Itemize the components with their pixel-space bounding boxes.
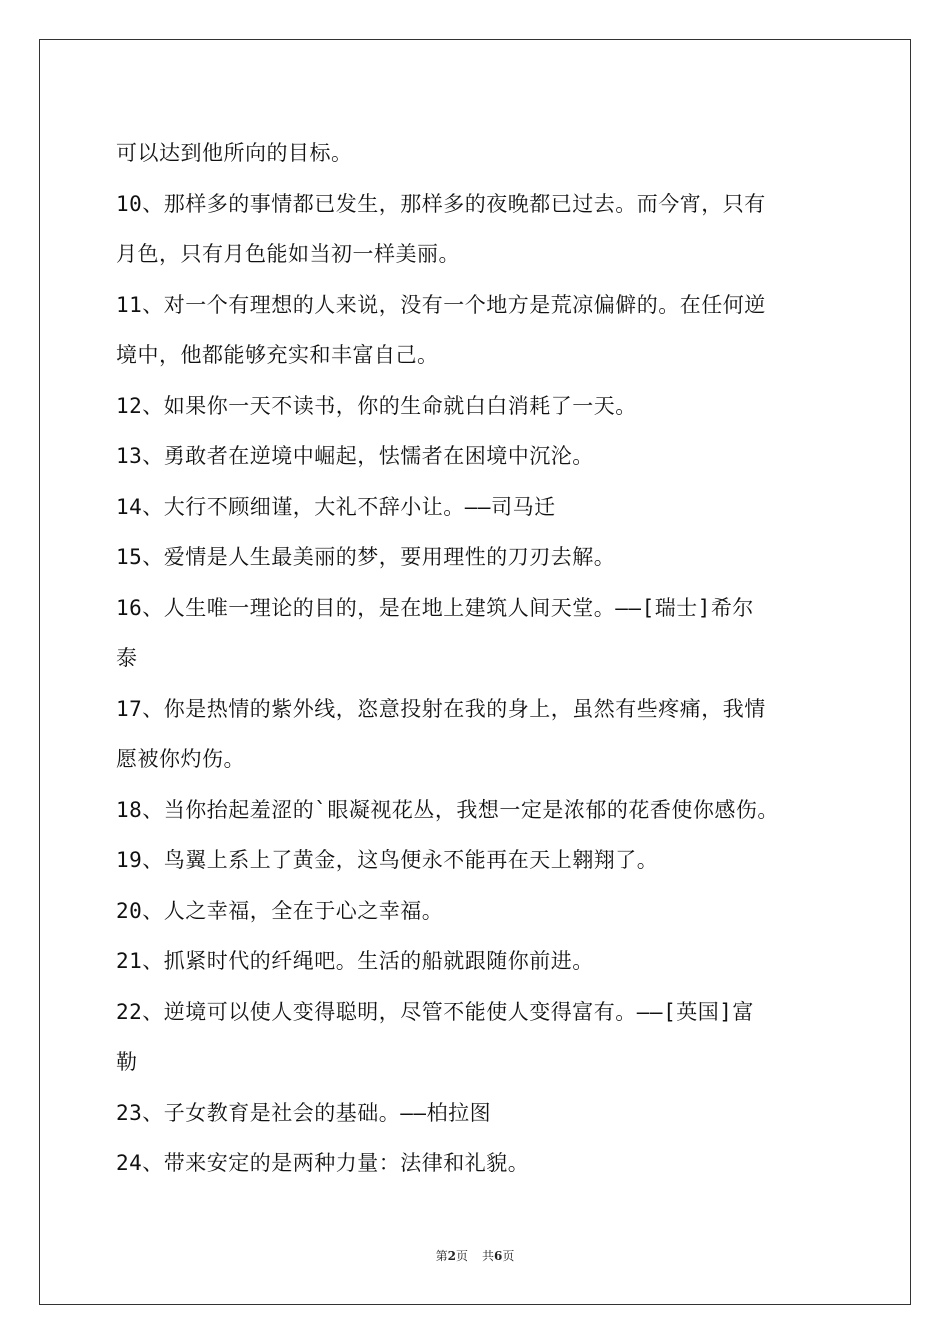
- text-line: 23、子女教育是社会的基础。——柏拉图: [116, 1100, 492, 1125]
- text-line: 13、勇敢者在逆境中崛起，怯懦者在困境中沉沦。: [116, 444, 594, 468]
- text-line: 勒: [116, 1050, 138, 1074]
- text-line: 11、对一个有理想的人来说，没有一个地方是荒凉偏僻的。在任何逆: [116, 292, 766, 317]
- document-body: [116, 128, 838, 1189]
- text-line: 10、那样多的事情都已发生，那样多的夜晚都已过去。而今宵，只有: [116, 191, 766, 216]
- page-footer: [0, 1247, 950, 1264]
- text-line: 21、抓紧时代的纤绳吧。生活的船就跟随你前进。: [116, 949, 594, 973]
- text-line: 月色，只有月色能如当初一样美丽。: [116, 242, 460, 266]
- text-line: 泰: [116, 646, 138, 670]
- text-line: 19、鸟翼上系上了黄金，这鸟便永不能再在天上翱翔了。: [116, 848, 659, 872]
- text-line: 14、大行不顾细谨，大礼不辞小让。——司马迁: [116, 494, 556, 519]
- page-number: 第2页: [435, 1249, 468, 1263]
- text-line: 20、人之幸福，全在于心之幸福。: [116, 898, 444, 923]
- text-line: 可以达到他所向的目标。: [116, 141, 353, 165]
- text-line: 境中，他都能够充实和丰富自己。: [116, 343, 439, 367]
- text-line: 15、爱情是人生最美丽的梦，要用理性的刀刃去解。: [116, 545, 616, 569]
- text-line: 愿被你灼伤。: [116, 747, 245, 771]
- total-pages: 共6页: [482, 1249, 515, 1263]
- text-line: 17、你是热情的紫外线，恣意投射在我的身上，虽然有些疼痛，我情: [116, 696, 766, 721]
- text-line: 12、如果你一天不读书，你的生命就白白消耗了一天。: [116, 393, 637, 418]
- text-line: 16、人生唯一理论的目的，是在地上建筑人间天堂。——[瑞士]希尔: [116, 595, 754, 620]
- text-line: 18、当你抬起羞涩的`眼凝视花丛，我想一定是浓郁的花香使你感伤。: [116, 797, 779, 822]
- text-line: 22、逆境可以使人变得聪明，尽管不能使人变得富有。——[英国]富: [116, 999, 754, 1024]
- text-line: 24、带来安定的是两种力量：法律和礼貌。: [116, 1151, 530, 1175]
